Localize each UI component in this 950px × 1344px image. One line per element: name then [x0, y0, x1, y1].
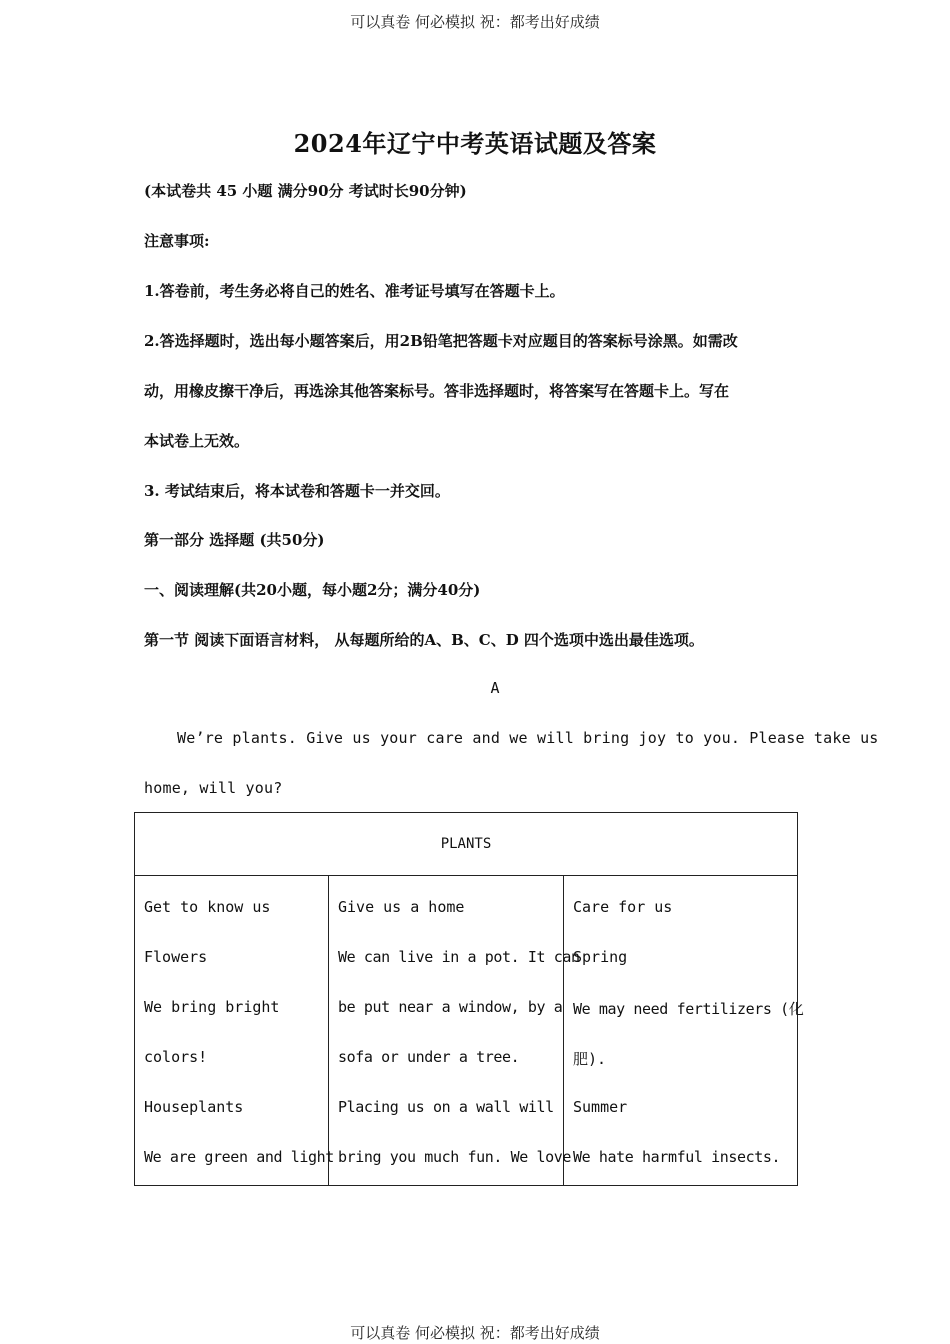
table-cell: Placing us on a wall will: [338, 1098, 554, 1116]
table-cell: Care for us: [573, 898, 673, 916]
note-2-line-1: 2.答选择题时，选出每小题答案后，用2B铅笔把答题卡对应题目的答案标号涂黑。如需改: [144, 332, 738, 350]
passage-label: A: [490, 679, 500, 697]
table-cell: colors!: [144, 1048, 208, 1066]
table-cell: 肥).: [573, 1050, 607, 1068]
table-cell: Houseplants: [144, 1098, 244, 1116]
part-heading: 第一部分 选择题 (共50分): [144, 531, 325, 549]
note-2-line-3: 本试卷上无效。: [144, 432, 250, 450]
passage-line-1: We’re plants. Give us your care and we will bring joy to you. Please take us: [177, 729, 879, 747]
exam-info: (本试卷共 45 小题 满分90分 考试时长90分钟): [144, 182, 467, 200]
table-column-care: [564, 876, 804, 1185]
passage-line-2: home, will you?: [144, 779, 283, 797]
table-column-know: [135, 876, 334, 1185]
table-cell: Flowers: [144, 948, 208, 966]
table-cell: We bring bright: [144, 998, 280, 1016]
table-cell: Give us a home: [338, 898, 465, 916]
note-2-line-2: 动，用橡皮擦干净后，再选涂其他答案标号。答非选择题时，将答案写在答题卡上。写在: [144, 382, 730, 400]
note-3: 3. 考试结束后，将本试卷和答题卡一并交回。: [144, 482, 450, 500]
table-cell: We may need fertilizers (化: [573, 1000, 804, 1018]
table-cell: Spring: [573, 948, 628, 966]
table-cell: Summer: [573, 1098, 628, 1116]
page-header: 可以真卷 何必模拟 祝：都考出好成绩: [350, 13, 600, 31]
table-column-home: [329, 876, 580, 1185]
doc-title: 2024年辽宁中考英语试题及答案: [293, 129, 657, 158]
plants-table: [134, 812, 804, 1186]
table-cell: We are green and light: [144, 1148, 334, 1166]
table-title: PLANTS: [135, 813, 797, 876]
table-cell: Get to know us: [144, 898, 271, 916]
table-cell: be put near a window, by a: [338, 998, 563, 1016]
notice-heading: 注意事项:: [144, 232, 210, 250]
section-instruction: 第一节 阅读下面语言材料， 从每题所给的A、B、C、D 四个选项中选出最佳选项。: [144, 631, 704, 649]
section-heading: 一、阅读理解(共20小题，每小题2分；满分40分): [144, 581, 481, 599]
table-cell: bring you much fun. We love: [338, 1148, 572, 1166]
page-footer: 可以真卷 何必模拟 祝：都考出好成绩: [350, 1324, 600, 1342]
table-cell: sofa or under a tree.: [338, 1048, 520, 1066]
note-1: 1.答卷前，考生务必将自己的姓名、准考证号填写在答题卡上。: [144, 282, 565, 300]
table-cell: We can live in a pot. It can: [338, 948, 580, 966]
table-cell: We hate harmful insects.: [573, 1148, 781, 1166]
